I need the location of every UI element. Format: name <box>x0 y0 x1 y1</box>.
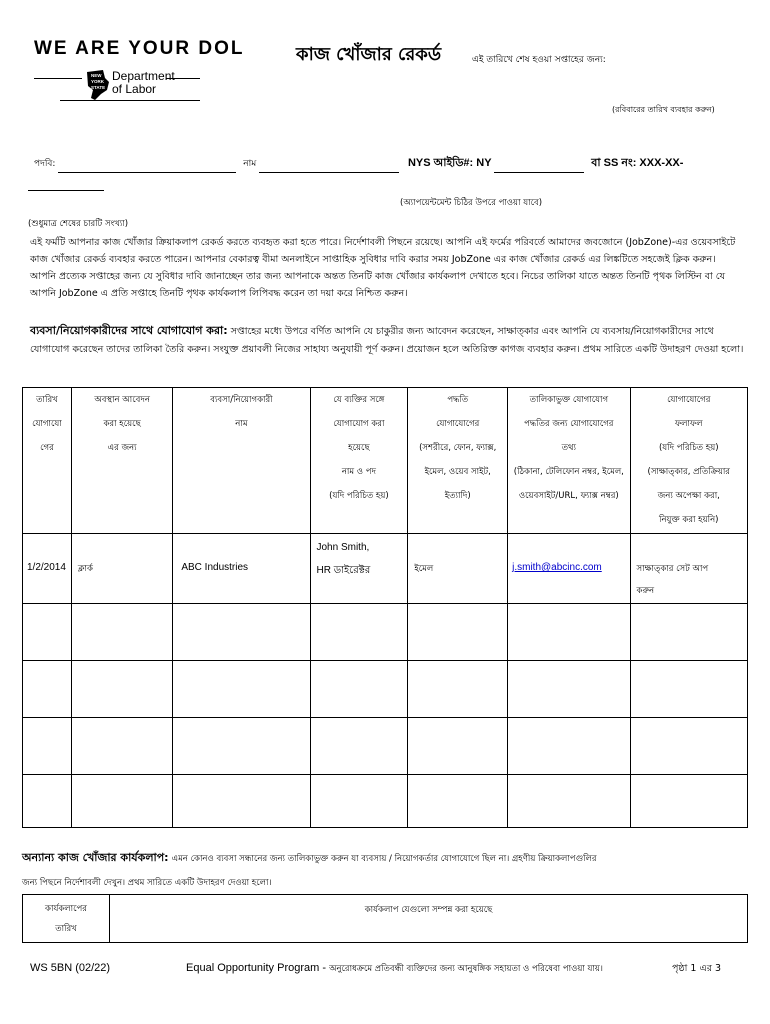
example-result-line1: সাক্ষাত্কার সেট আপ <box>636 564 709 574</box>
dept-line-2: of Labor <box>112 82 157 96</box>
header-method: পদ্ধতি যোগাযোগের (সশরীরে, ফোন, ফ্যাক্স, ইমেল, ওয়েব সাইট, ইত্যাদি) <box>408 388 508 534</box>
example-method-cell[interactable] <box>408 534 508 604</box>
table-cell[interactable] <box>71 718 172 775</box>
table-cell[interactable] <box>408 718 508 775</box>
ssn-note: (শুধুমাত্র শেষের চারটি সংখ্যা) <box>28 219 129 229</box>
example-date: 1/2/2014 <box>27 562 66 573</box>
table-cell[interactable] <box>630 718 747 775</box>
table-cell[interactable] <box>310 775 408 828</box>
week-ending-field[interactable] <box>610 64 730 80</box>
example-contact-title: HR ডাইরেক্টর <box>316 565 371 576</box>
header-result: যোগাযোগের ফলাফল (যদি পরিচিত হয়) (সাক্ষাত্কার, প্রতিক্রিয়ার জন্য অপেক্ষা করা, নিযুক্ত করা হয়নি) <box>630 388 747 534</box>
name-field[interactable] <box>259 160 399 173</box>
new-york-state-icon <box>85 68 111 102</box>
table-cell[interactable] <box>173 604 310 661</box>
table-row <box>23 604 748 661</box>
header-employer: ব্যবসা/নিয়োগকারী নাম <box>173 388 310 534</box>
table-cell[interactable] <box>508 718 630 775</box>
other-activities-table <box>22 894 748 943</box>
header-date: তারিখ যোগাযো গের <box>23 388 72 534</box>
form-id: WS 5BN (02/22) <box>30 962 111 974</box>
table-cell[interactable] <box>508 604 630 661</box>
ssn-last4-field[interactable] <box>28 178 104 191</box>
identity-row <box>34 154 683 173</box>
example-method: ইমেল <box>414 564 434 574</box>
business-section <box>30 322 750 359</box>
table-cell[interactable] <box>408 775 508 828</box>
business-section-text: সপ্তাহের মধ্যে উপরে বর্ণিত আপনি যে চাকুরীর জন্য আবেদন করেছেন, সাক্ষাত্কার এবং আপনি যে ব্যবসায়/নিয়োগকারীদের সাথে যোগাযোগ করেছেন তাদের তালিকা তৈরি করুন। সংযুক্ত প্রয়াবলী নিজের সাহায্য অনুযায়ী পূর্ণ করুন। প্রয়োজন হলে অতিরিক্ত কাগজ ব্যবহার করুন। প্রথম সারিতে একটি উদাহরণ দেওয়া হলো। <box>30 326 744 355</box>
week-ending-label: এই তারিখে শেষ হওয়া সপ্তাহের জন্য: <box>472 55 606 65</box>
nys-id-label: NYS আইডি#: NY <box>407 157 492 169</box>
table-cell[interactable] <box>173 775 310 828</box>
table-header-row <box>23 388 748 534</box>
example-contact-cell[interactable] <box>310 534 408 604</box>
example-result-cell[interactable] <box>630 534 747 604</box>
ssn-label: বা SS নং: XXX-XX- <box>591 157 684 169</box>
table-cell[interactable] <box>630 661 747 718</box>
example-result-line2: করুন <box>636 586 655 596</box>
equal-opportunity-label: Equal Opportunity Program - <box>186 962 327 974</box>
id-note: (অ্যাপয়েন্টমেন্ট চিঠির উপরে পাওয়া যাবে) <box>400 198 543 208</box>
table-cell[interactable] <box>173 718 310 775</box>
table-row-example <box>23 534 748 604</box>
example-employer: ABC Industries <box>181 562 249 573</box>
table-cell[interactable] <box>630 775 747 828</box>
header-activity-date: কার্যকলাপের তারিখ <box>23 895 110 943</box>
other-activities-heading: অন্যান্য কাজ খোঁজার কার্যকলাপ: <box>22 851 169 864</box>
table-cell[interactable] <box>71 604 172 661</box>
table-cell[interactable] <box>310 661 408 718</box>
logo-divider-bottom <box>60 100 200 101</box>
instructions-paragraph: এই ফর্মটি আপনার কাজ খোঁজার ক্রিয়াকলাপ রেকর্ড করতে ব্যবহৃত করা হতে পারে। নির্দেশাবলী পিছনে রয়েছে। আপনি এই ফর্মের পরিবর্তে আমাদের জবজোনে (JobZone)-এর ওয়েবসাইটে কাজ খোঁজার রেকর্ড ব্যবহার করতে পারেন। আপনার বেকারত্ব বীমা অনলাইনে সাপ্তাহিক সুবিধার দাবি করার সময় JobZone এর কাজ খোঁজার রেকর্ড এর লিঙ্কটিতে সহজেই ক্লিক করুন। আপনি প্রত্যেক সপ্তাহের জন্য যে সুবিধার দাবি জানাচ্ছেন তার জন্য আপনাকে অন্তত তিনটি কাজ খোঁজার কার্যকলাপ দেখাতে হবে। নিচের তালিকা যাতে অন্তত তিনটি পৃথক লিস্টিন বা যে আপনি JobZone এ প্রতি সপ্তাহে তিনটি পৃথক কার্যকলাপ লিপিবদ্ধ করেন তা দয়া করে নিশ্চিত করুন। <box>30 237 736 299</box>
table-row <box>23 661 748 718</box>
sunday-note: (রবিবারের তারিখ ব্যবহার করুন) <box>612 105 715 114</box>
example-employer-cell[interactable] <box>173 534 310 604</box>
table-cell[interactable] <box>23 661 72 718</box>
table-row <box>23 775 748 828</box>
document-title: কাজ খোঁজার রেকর্ড <box>296 44 442 65</box>
table-cell[interactable] <box>23 604 72 661</box>
header-activity-done: কার্যকলাপ যেগুলো সম্পন্ন করা হয়েছে <box>110 895 748 943</box>
example-info-cell[interactable] <box>508 534 630 604</box>
other-activities-section <box>22 846 752 895</box>
table-cell[interactable] <box>408 604 508 661</box>
business-section-heading: ব্যবসা/নিয়োগকারীদের সাথে যোগাযোগ করা: <box>30 324 228 337</box>
example-contact-name: John Smith, <box>316 542 370 553</box>
dept-line-1: Department <box>112 69 175 83</box>
header-position: অবস্থান আবেদন করা হয়েছে এর জন্য <box>71 388 172 534</box>
title-field[interactable] <box>58 160 236 173</box>
contacts-table <box>22 387 748 828</box>
state-text-2: YORK <box>91 79 105 84</box>
title-label: পদবি: <box>34 159 56 169</box>
table-row <box>23 718 748 775</box>
state-text-1: NEW <box>91 73 102 78</box>
other-activities-text2: জন্য পিছনে নির্দেশাবলী দেখুন। প্রথম সারিতে একটি উদাহরণ দেওয়া হলো। <box>22 878 272 888</box>
example-email-link[interactable]: j.smith@abcinc.com <box>512 562 602 573</box>
table-cell[interactable] <box>310 718 408 775</box>
logo-divider-left <box>34 78 82 79</box>
dept-name <box>112 70 175 96</box>
table-cell[interactable] <box>23 775 72 828</box>
example-position: ক্লার্ক <box>77 564 93 574</box>
table-cell[interactable] <box>508 661 630 718</box>
other-activities-header-row <box>23 895 748 943</box>
name-label: নাম <box>243 159 257 169</box>
table-cell[interactable] <box>23 718 72 775</box>
table-cell[interactable] <box>408 661 508 718</box>
header-contact-info: তালিকাভুক্ত যোগাযোগ পদ্ধতির জন্য যোগাযোগের তথ্য (ঠিকানা, টেলিফোন নম্বর, ইমেল, ওয়েবসাইট/URL, ফ্যাক্স নম্বর) <box>508 388 630 534</box>
equal-opportunity-text: অনুরোধক্রমে প্রতিবন্ধী ব্যক্তিদের জন্য আনুষঙ্গিক সহায়তা ও পরিষেবা পাওয়া যায়। <box>329 964 603 974</box>
page-number: পৃষ্ঠা 1 এর 3 <box>672 963 721 974</box>
other-activities-line1 <box>22 846 752 871</box>
logo-title: WE ARE YOUR DOL <box>34 38 245 59</box>
equal-opportunity-note <box>186 962 603 976</box>
header-contact-person: যে ব্যক্তির সঙ্গে যোগাযোগ করা হয়েছে নাম ও পদ (যদি পরিচিত হয়) <box>310 388 408 534</box>
table-cell[interactable] <box>310 604 408 661</box>
example-position-cell[interactable] <box>71 534 172 604</box>
table-cell[interactable] <box>173 661 310 718</box>
state-text-3: STATE <box>91 85 106 90</box>
table-cell[interactable] <box>71 661 172 718</box>
nys-id-field[interactable] <box>494 160 584 173</box>
example-date-cell[interactable] <box>23 534 72 604</box>
table-cell[interactable] <box>71 775 172 828</box>
other-activities-text1: এমন কোনও ব্যবসা সন্ধানের জন্য তালিকাভুক্ত করুন যা ব্যবসায় / নিয়োগকর্তার যোগাযোগে ছিল না। গ্রহণীয় ক্রিয়াকলাপগুলির <box>171 854 597 864</box>
table-cell[interactable] <box>508 775 630 828</box>
table-cell[interactable] <box>630 604 747 661</box>
